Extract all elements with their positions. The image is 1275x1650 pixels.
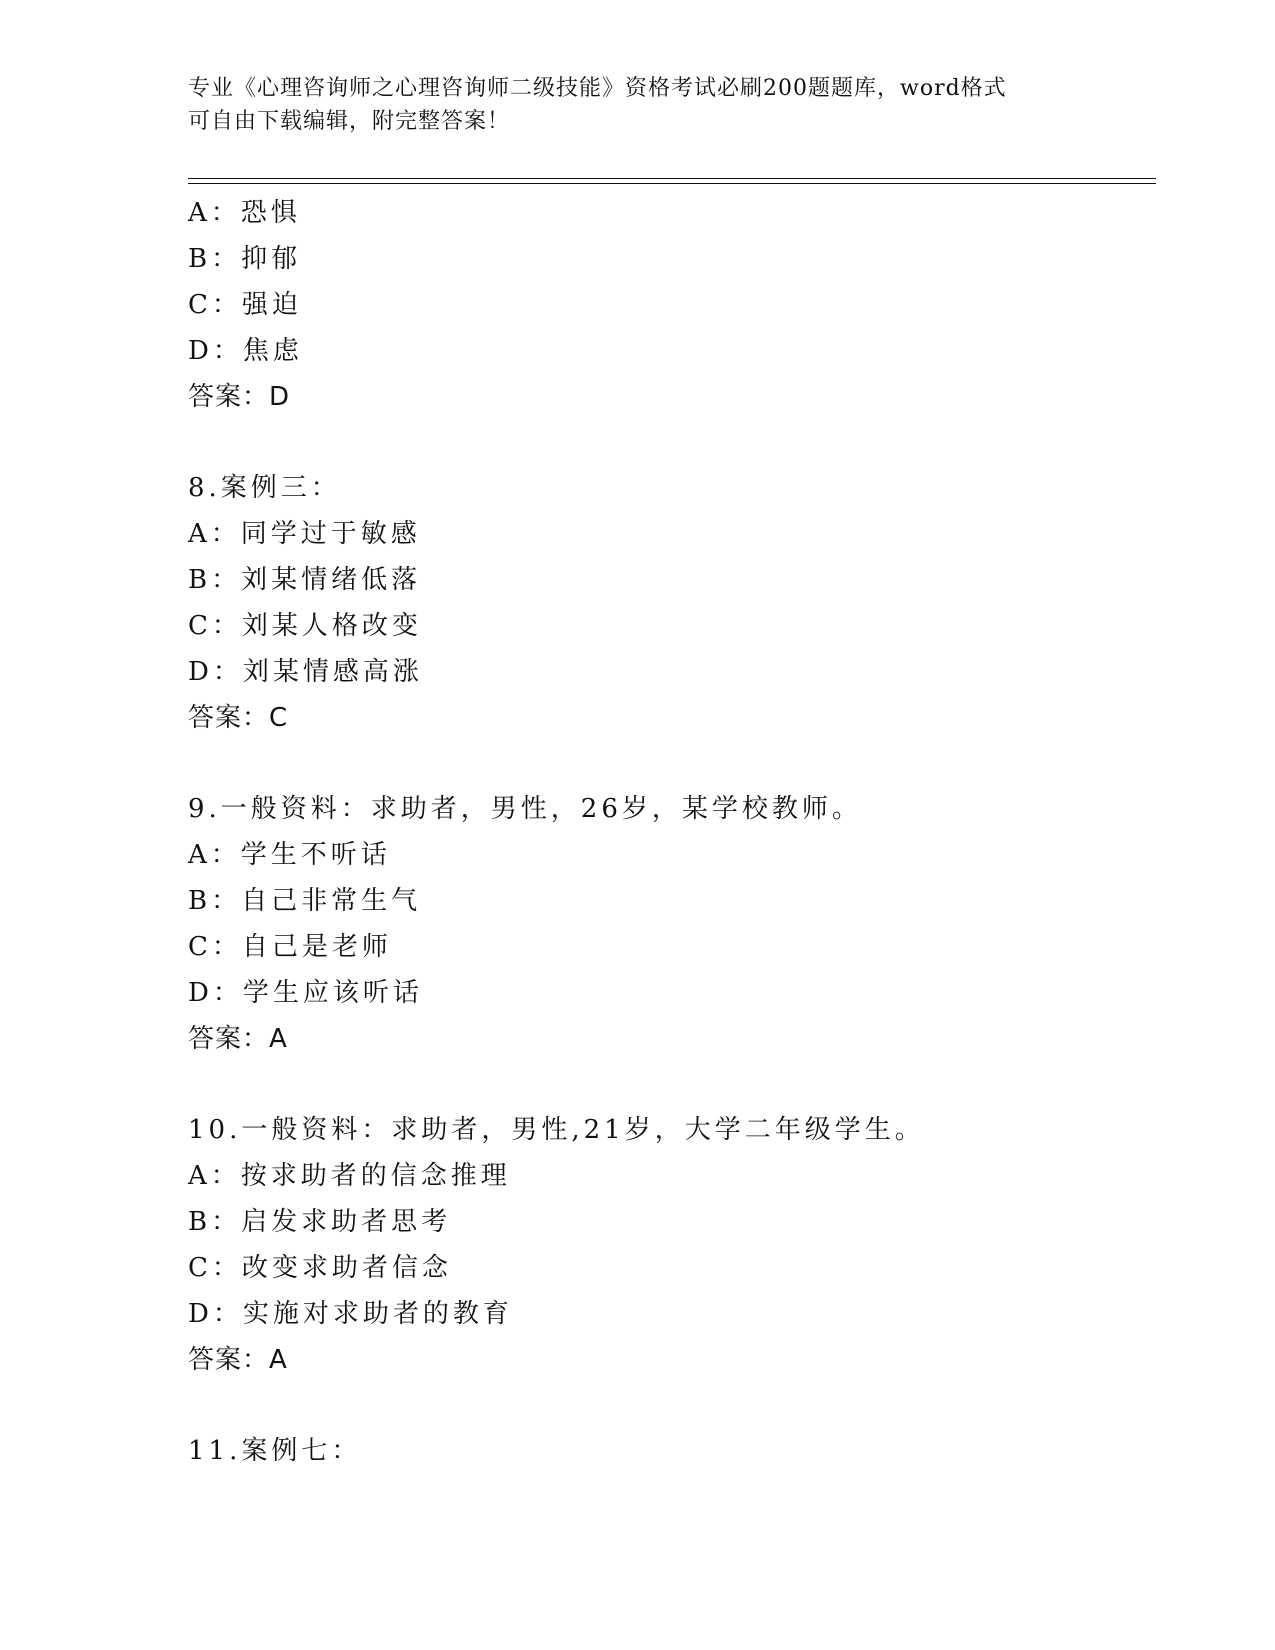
- header-line-1: 专业《心理咨询师之心理咨询师二级技能》资格考试必刷200题题库，word格式: [188, 76, 1007, 101]
- option-c: C：改变求助者信念: [188, 1253, 452, 1283]
- header-divider-bottom: [188, 183, 1156, 184]
- answer: 答案：C: [188, 703, 289, 733]
- question-9: [188, 786, 1156, 1062]
- option-d: D：刘某情感高涨: [188, 657, 423, 687]
- answer: 答案：A: [188, 1024, 288, 1054]
- question-title: 9.一般资料：求助者，男性，26岁，某学校教师。: [188, 794, 862, 824]
- header-divider-top: [188, 178, 1156, 179]
- option-d: D：焦虑: [188, 336, 303, 366]
- question-7-tail: [188, 190, 1156, 420]
- option-b: B：启发求助者思考: [188, 1207, 452, 1237]
- answer: 答案：A: [188, 1345, 288, 1375]
- option-b: B：自己非常生气: [188, 886, 422, 916]
- option-c: C：自己是老师: [188, 932, 392, 962]
- question-list: [188, 190, 1156, 1474]
- header-line-2: 可自由下载编辑，附完整答案！: [188, 109, 511, 134]
- question-10: [188, 1107, 1156, 1383]
- option-b: B：抑郁: [188, 244, 302, 274]
- question-8: [188, 465, 1156, 741]
- option-d: D：实施对求助者的教育: [188, 1299, 513, 1329]
- option-c: C：刘某人格改变: [188, 611, 422, 641]
- question-title: 10.一般资料：求助者，男性,21岁，大学二年级学生。: [188, 1115, 925, 1145]
- question-11: [188, 1428, 1156, 1474]
- option-a: A：学生不听话: [188, 840, 391, 870]
- option-d: D：学生应该听话: [188, 978, 423, 1008]
- answer: 答案：D: [188, 382, 291, 412]
- option-a: A：同学过于敏感: [188, 519, 421, 549]
- option-a: A：恐惧: [188, 198, 301, 228]
- question-title: 8.案例三：: [188, 473, 341, 503]
- question-title: 11.案例七：: [188, 1436, 362, 1466]
- option-c: C：强迫: [188, 290, 302, 320]
- option-b: B：刘某情绪低落: [188, 565, 422, 595]
- document-header: [188, 72, 1088, 138]
- option-a: A：按求助者的信念推理: [188, 1161, 511, 1191]
